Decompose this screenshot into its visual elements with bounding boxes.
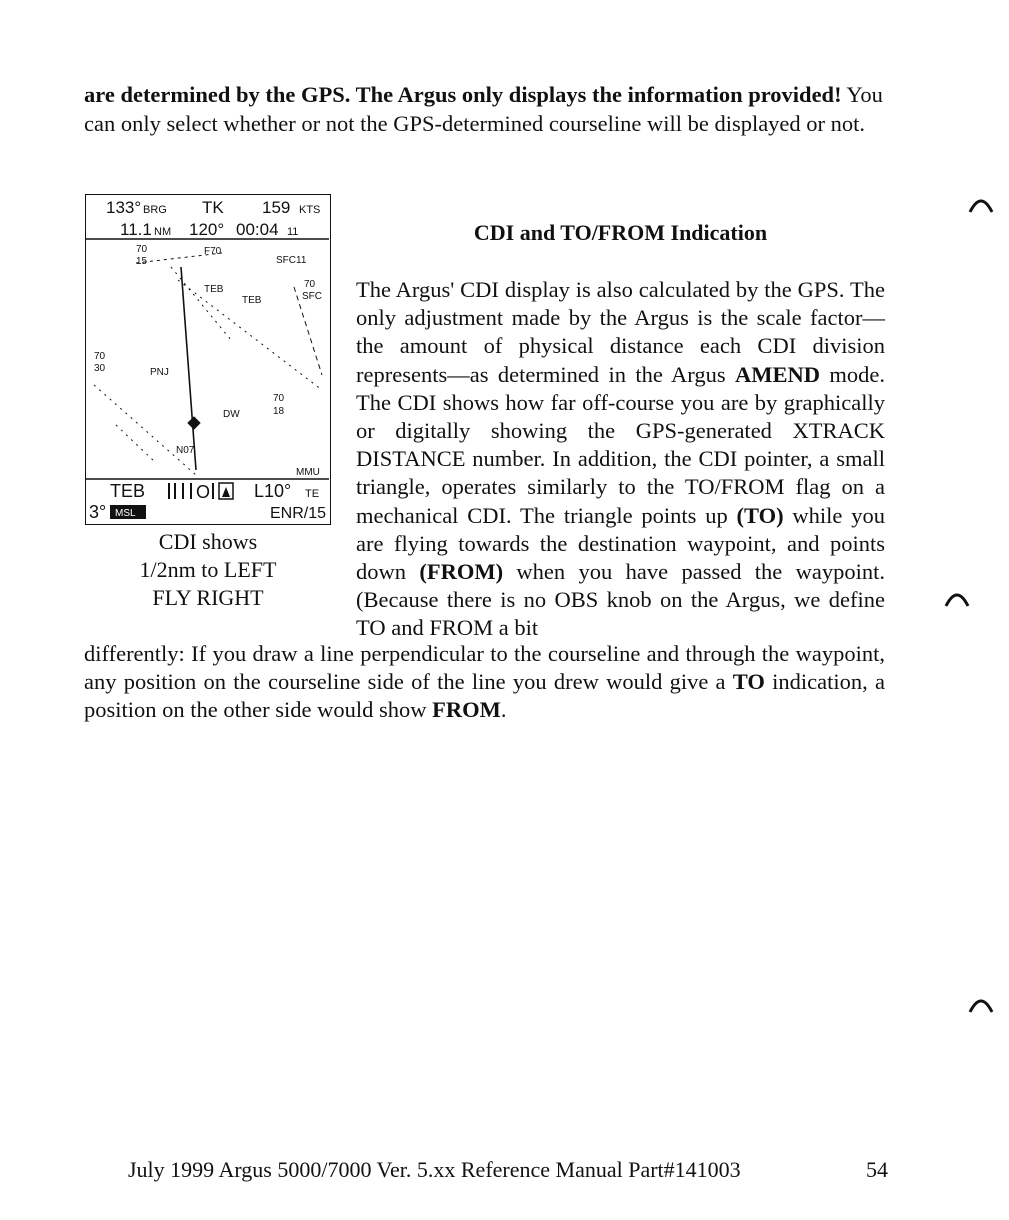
courseline <box>181 267 196 470</box>
to-keyword-2: TO <box>732 669 765 695</box>
airspace-boundary-left-2 <box>116 425 156 463</box>
alt-70-b: 70 <box>304 279 316 290</box>
airspace-diagonal <box>171 267 231 340</box>
page-footer <box>128 1157 888 1183</box>
sfc-mid-label: SFC <box>302 291 322 302</box>
time-seconds: 11 <box>287 226 299 238</box>
alt-30: 30 <box>94 363 106 374</box>
xtrack-suffix: TE <box>305 488 320 500</box>
caption-line-1: CDI shows <box>158 529 258 554</box>
body-text-4: when you have passed the waypoint. (Because there is no OBS knob on the Argus, we define TO and FROM a bit <box>356 559 886 641</box>
sfc-top-label: SFC11 <box>276 255 307 266</box>
xtrack-value: L10° <box>254 481 292 501</box>
teb-label-2: TEB <box>242 295 262 306</box>
teb-label-1: TEB <box>204 284 224 295</box>
waypoint-id: TEB <box>110 481 146 501</box>
alt-15: 15 <box>136 256 148 267</box>
time-value: 00:04 <box>236 220 279 239</box>
body-text-5: differently: If you draw a line perpendicular to the courseline and through the waypoint, any position on the courseline side of the line you drew would give a <box>84 641 885 695</box>
intro-rest: You can only select whether or not the GPS-determined courseline will be displayed or not. <box>84 82 883 136</box>
intro-paragraph <box>84 80 889 138</box>
body-text-3: while you are flying towards the destination waypoint, and points down <box>356 502 885 585</box>
page-number: 54 <box>866 1157 888 1182</box>
intro-bold-sentence: are determined by the GPS. The Argus only displays the information provided! <box>84 82 842 107</box>
body-paragraph-full <box>84 640 885 725</box>
caption-line-3: FLY RIGHT <box>152 585 264 610</box>
footer-text: July 1999 Argus 5000/7000 Ver. 5.xx Reference Manual Part#141003 <box>128 1157 741 1182</box>
distance-value: 11.1 <box>120 220 152 239</box>
binder-hole-mark-icon <box>944 586 970 610</box>
binder-hole-mark-icon <box>968 192 994 216</box>
alt-70-a: 70 <box>136 244 148 255</box>
brg-value: 133° <box>106 198 142 217</box>
msl-badge: MSL <box>115 508 136 519</box>
aircraft-icon <box>188 417 200 429</box>
figure-caption <box>85 528 331 612</box>
alt-18: 18 <box>273 406 285 417</box>
f70-label: F70 <box>204 246 222 257</box>
cdi-center-mark: O <box>196 482 211 502</box>
bottom-value: 3° <box>89 502 107 522</box>
n07-label: N07 <box>176 445 195 456</box>
mmu-label: MMU <box>296 467 320 478</box>
body-text-1: The Argus' CDI display is also calculated by the GPS. The only adjustment made by the Argus is the scale factor—the amount of physical distance each CDI division represents—as determined in the Argus <box>356 277 885 387</box>
speed-value: 159 <box>262 198 291 217</box>
body-text-2: mode. The CDI shows how far off-course you are by graphically or digitally showing the GPS-generated XTRACK DISTANCE number. In addition, the CDI pointer, a small triangle, operates similarly to the TO/FROM flag on a mechanical CDI. The triangle points up <box>356 361 885 528</box>
speed-unit: KTS <box>299 204 321 216</box>
tk-label: TK <box>202 198 224 217</box>
section-heading: CDI and TO/FROM Indication <box>473 220 768 245</box>
dw-label: DW <box>223 409 240 420</box>
brg-label: BRG <box>143 204 167 216</box>
argus-screen-figure <box>85 194 331 525</box>
body-text-6: indication, a position on the other side would show <box>84 669 885 723</box>
to-keyword: (TO) <box>736 502 784 528</box>
airspace-boundary-left <box>94 385 196 475</box>
alt-70-c: 70 <box>94 351 106 362</box>
distance-unit: NM <box>154 226 172 238</box>
alt-70-d: 70 <box>273 393 285 404</box>
body-paragraph-column <box>356 276 885 643</box>
caption-line-2: 1/2nm to LEFT <box>139 557 277 582</box>
mode-label: ENR/15 <box>270 505 327 522</box>
argus-screen-display <box>86 195 329 523</box>
pnj-label: PNJ <box>150 367 169 378</box>
from-keyword-2: FROM <box>432 697 501 723</box>
binder-hole-mark-icon <box>968 992 994 1016</box>
track-value: 120° <box>189 220 225 239</box>
amend-keyword: AMEND <box>734 361 820 387</box>
cdi-bar <box>168 482 233 502</box>
body-text-7: . <box>500 697 507 723</box>
from-keyword: (FROM) <box>419 559 504 585</box>
cdi-triangle-icon <box>222 487 230 497</box>
